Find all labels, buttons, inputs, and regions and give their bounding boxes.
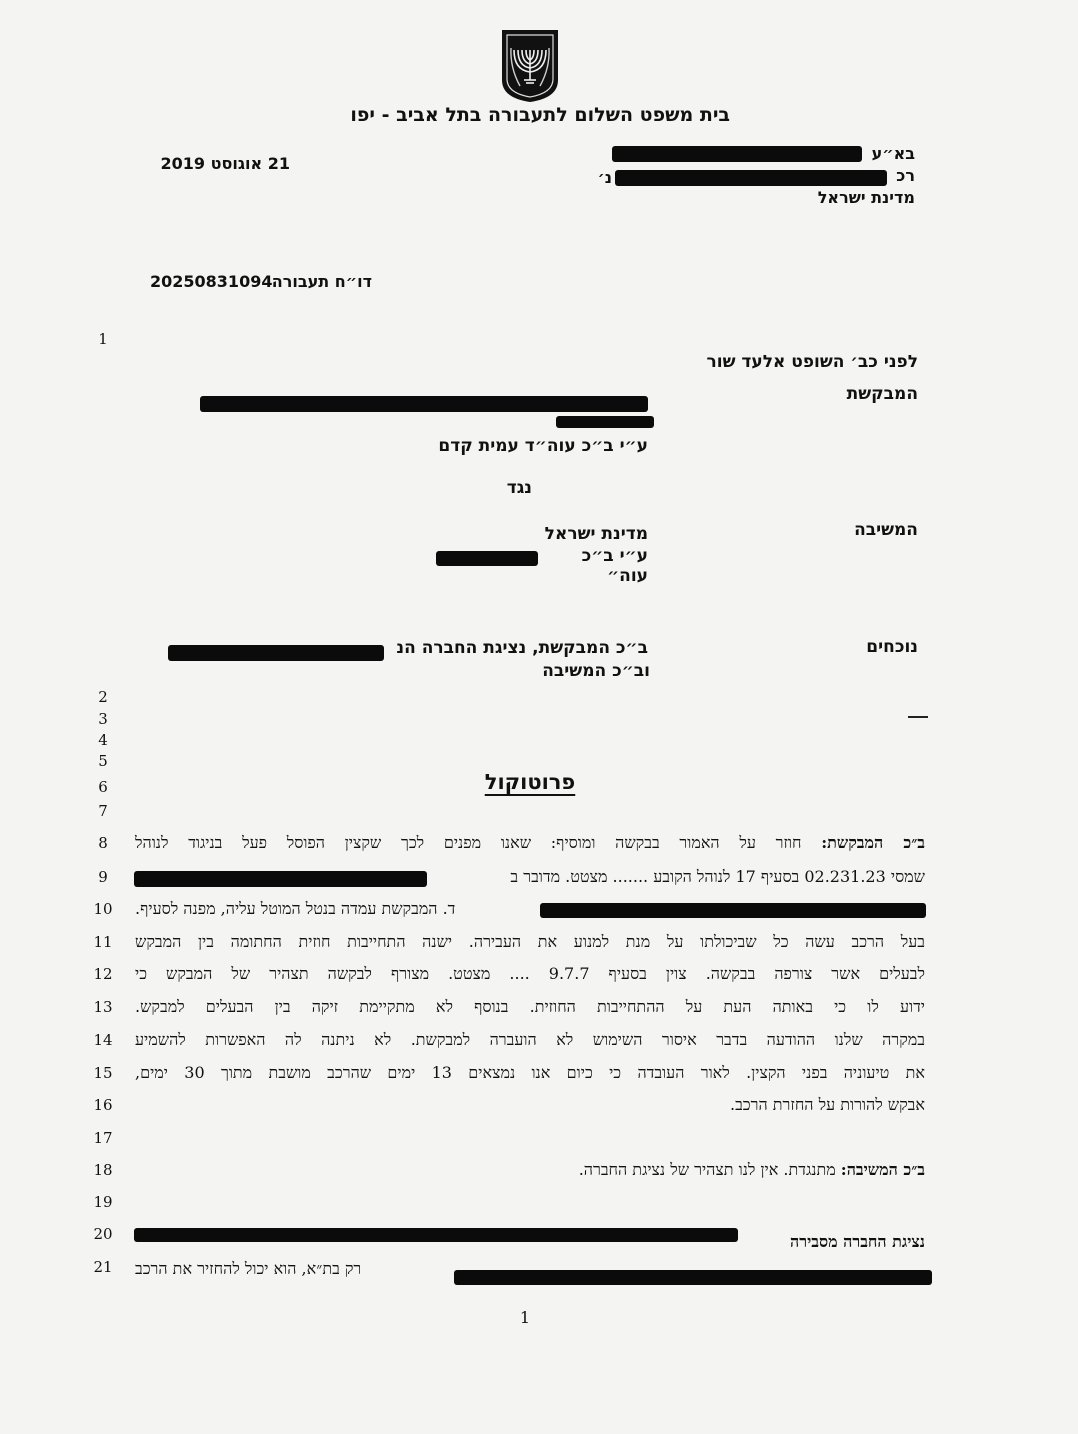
case-suffix-2: נ׳ <box>597 168 612 187</box>
body-text: מתנגדת. אין לנו תצהיר של נציגת החברה. <box>578 1160 836 1179</box>
applicant-label: המבקשת <box>846 384 918 404</box>
present-label: נוכחים <box>866 637 918 657</box>
hearing-date: 21 אוגוסט 2019 <box>160 154 290 173</box>
line-number: 6 <box>98 778 108 796</box>
line-number: 7 <box>98 802 108 820</box>
body-line-18 <box>135 1160 925 1180</box>
body-line-15: את טיעוניה בפני הקצין. לאור העובדה כי כיום אנו נמצאים 13 ימים שהרכב מושבת מתוך 30 ימים, <box>135 1063 926 1082</box>
respondent-label: המשיבה <box>854 520 918 540</box>
body-line-11: בעל הרכב עשה כל שביכולתו על מנת למנוע את העבירה. ישנה התחייבות חוזית החתומה בין המבקש <box>135 932 925 951</box>
redaction-bar <box>200 396 648 412</box>
line-number: 3 <box>98 710 108 728</box>
line-number: 10 <box>93 900 113 918</box>
body-line-20: נציגת החברה מסבירה <box>790 1232 925 1251</box>
protocol-title: פרוטוקול <box>484 770 576 794</box>
redaction-bar <box>168 645 384 661</box>
redaction-bar <box>454 1270 932 1285</box>
body-line-8 <box>135 833 925 853</box>
court-name: בית משפט השלום לתעבורה בתל אביב - יפו <box>350 104 730 126</box>
present-line-2: וב״כ המשיבה <box>542 661 650 681</box>
body-line-16: אבקש להורות על החזרת הרכב. <box>729 1095 925 1114</box>
versus-label: נגד <box>506 478 532 498</box>
redaction-bar <box>612 146 862 162</box>
line-number: 13 <box>93 998 113 1016</box>
line-number: 1 <box>98 330 108 348</box>
line-number: 8 <box>98 834 108 852</box>
page-number: 1 <box>519 1308 531 1327</box>
redaction-bar <box>134 871 427 887</box>
present-line-1: ב״כ המבקשת, נציגת החברה הנ <box>396 638 648 658</box>
speaker-label: ב״כ המבקשת: <box>821 833 926 852</box>
body-line-14: במקרה שלנו ההודעה בדבר איסור השימוש לא הועברה למבקשת. לא ניתנה לה האפשרות להשמיע <box>135 1030 925 1049</box>
body-line-12: לבעלים אשר צורפה בבקשה. צוין בסעיף 9.7.7 .... מצטט. מצורף לבקשה תצהיר של המבקש כי <box>135 964 926 983</box>
line-number: 21 <box>93 1258 113 1276</box>
line-number: 5 <box>98 752 108 770</box>
redaction-bar <box>540 903 926 918</box>
report-label: דו״ח תעבורה <box>271 272 372 291</box>
state-emblem-icon <box>498 28 562 104</box>
body-line-21: רק בת״א, הוא יכול להחזיר את הרכב <box>135 1259 362 1278</box>
line-number: 14 <box>93 1031 113 1049</box>
line-number: 2 <box>98 688 108 706</box>
report-number: 20250831094 <box>150 272 273 291</box>
body-line-10: ד. המבקשת עמדה בנטל המוטל עליה, מפנה לסעיף. <box>135 899 456 918</box>
redaction-bar <box>134 1228 738 1242</box>
case-prefix-2: רכ <box>896 166 915 185</box>
body-line-9: שמסי 02.231.23 בסעיף 17 לנוהל הקובע ....... מצטט. מדובר ב <box>510 867 925 886</box>
respondent-name: מדינת ישראל <box>544 524 648 544</box>
redaction-bar <box>436 551 538 566</box>
respondent-counsel: ע״י ב״כ עוה״ <box>581 546 648 586</box>
line-number: 9 <box>98 868 108 886</box>
redaction-bar <box>615 170 887 186</box>
line-number: 19 <box>93 1193 113 1211</box>
speaker-label: ב״כ המשיבה: <box>840 1160 925 1179</box>
line-number: 20 <box>93 1225 113 1243</box>
line-number: 16 <box>93 1096 113 1114</box>
line-number: 17 <box>93 1129 113 1147</box>
body-line-13: ידוע לו כי באותה העת על ההתחייבות החוזית. בנוסף לא מתקיימת זיקה בין הבעלים למבקש. <box>135 997 925 1016</box>
line-number: 18 <box>93 1161 113 1179</box>
line-number: 4 <box>98 731 108 749</box>
dash-mark <box>908 716 928 718</box>
body-text: חוזר על האמור בבקשה ומוסיף: שאנו מפנים לכך שקצין הפוסל פעל בניגוד לנוהל <box>135 833 802 852</box>
redaction-bar <box>556 416 654 428</box>
applicant-counsel: ע״י ב״כ עוה״ד עמית קדם <box>438 436 648 456</box>
state-name: מדינת ישראל <box>817 188 915 207</box>
line-number: 15 <box>93 1064 113 1082</box>
line-number: 12 <box>93 965 113 983</box>
case-prefix-1: בא״ע <box>871 144 915 163</box>
judge-line: לפני כב׳ השופט אלעד שור <box>706 352 918 372</box>
line-number: 11 <box>93 933 113 951</box>
